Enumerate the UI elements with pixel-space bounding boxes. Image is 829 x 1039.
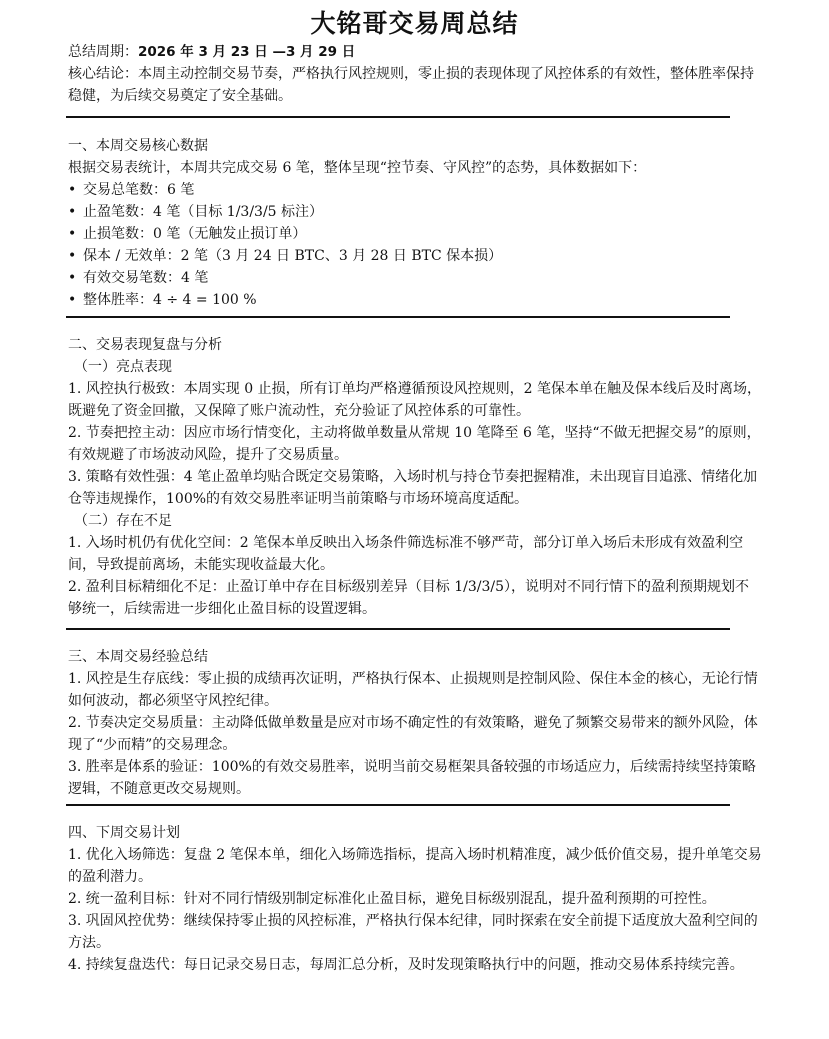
section-next-week-plan — [68, 822, 763, 976]
page-title: 大铭哥交易周总结 — [310, 9, 519, 38]
shortcoming-item: 1. 入场时机仍有优化空间：2 笔保本单反映出入场条件筛选标准不够严苛，部分订单入场后未形成有效盈利空间，导致提前离场，未能实现收益最大化。 — [68, 535, 744, 573]
core-conclusion: 核心结论：本周主动控制交易节奏，严格执行风控规则，零止损的表现体现了风控体系的有效性，整体胜率保持稳健，为后续交易奠定了安全基础。 — [68, 66, 754, 104]
section-divider — [66, 628, 730, 630]
period-value: 2026 年 3 月 23 日 —3 月 29 日 — [138, 44, 356, 60]
list-item: • 有效交易笔数：4 笔 — [68, 267, 763, 289]
section-lessons — [68, 646, 763, 800]
bullet-icon: • — [68, 182, 77, 198]
list-item: • 保本 / 无效单：2 笔（3 月 24 日 BTC、3 月 28 日 BTC 保本损） — [68, 245, 763, 267]
section-title: 三、本周交易经验总结 — [68, 649, 208, 665]
lesson-item: 3. 胜率是体系的验证：100%的有效交易胜率，说明当前交易框架具备较强的市场适应力，后续需持续坚持策略逻辑，不随意更改交易规则。 — [68, 759, 756, 797]
list-item: • 整体胜率：4 ÷ 4 = 100 % — [68, 289, 763, 311]
section-title: 二、交易表现复盘与分析 — [68, 337, 222, 353]
period-label: 总结周期： — [68, 44, 138, 60]
section-intro: 根据交易表统计，本周共完成交易 6 笔，整体呈现“控节奏、守风控”的态势，具体数据如下： — [68, 160, 647, 176]
subsection-title: （二）存在不足 — [74, 513, 172, 529]
summary-period — [68, 41, 763, 63]
bullet-icon: • — [68, 270, 77, 286]
section-review — [68, 334, 763, 620]
plan-item: 3. 巩固风控优势：继续保持零止损的风控标准，严格执行保本纪律，同时探索在安全前提下适度放大盈利空间的方法。 — [68, 913, 758, 951]
data-bullet-list — [68, 179, 763, 311]
highlight-item: 2. 节奏把控主动：因应市场行情变化，主动将做单数量从常规 10 笔降至 6 笔，坚持“不做无把握交易”的原则，有效规避了市场波动风险，提升了交易质量。 — [68, 425, 761, 463]
highlight-item: 3. 策略有效性强：4 笔止盈单均贴合既定交易策略，入场时机与持仓节奏把握精准，未出现盲目追涨、情绪化加仓等违规操作，100%的有效交易胜率证明当前策略与市场环境高度适配。 — [68, 469, 758, 507]
plan-item: 1. 优化入场筛选：复盘 2 笔保本单，细化入场筛选指标，提高入场时机精准度，减少低价值交易，提升单笔交易的盈利潜力。 — [68, 847, 762, 885]
summary-header — [68, 41, 763, 107]
plan-item: 2. 统一盈利目标：针对不同行情级别制定标准化止盈目标，避免目标级别混乱，提升盈利预期的可控性。 — [68, 891, 716, 907]
lesson-item: 2. 节奏决定交易质量：主动降低做单数量是应对市场不确定性的有效策略，避免了频繁交易带来的额外风险，体现了“少而精”的交易理念。 — [68, 715, 758, 753]
lesson-item: 1. 风控是生存底线：零止损的成绩再次证明，严格执行保本、止损规则是控制风险、保住本金的核心，无论行情如何波动，都必须坚守风控纪律。 — [68, 671, 758, 709]
bullet-icon: • — [68, 204, 77, 220]
section-title: 一、本周交易核心数据 — [68, 138, 208, 154]
section-divider — [66, 804, 730, 806]
section-core-data — [68, 135, 763, 311]
subsection-title: （一）亮点表现 — [74, 359, 172, 375]
section-divider — [66, 116, 730, 118]
bullet-icon: • — [68, 226, 77, 242]
list-item: • 交易总笔数：6 笔 — [68, 179, 763, 201]
bullet-icon: • — [68, 248, 77, 264]
plan-item: 4. 持续复盘迭代：每日记录交易日志，每周汇总分析，及时发现策略执行中的问题，推动交易体系持续完善。 — [68, 957, 744, 973]
list-item: • 止盈笔数：4 笔（目标 1/3/3/5 标注） — [68, 201, 763, 223]
shortcoming-item: 2. 盈利目标精细化不足：止盈订单中存在目标级别差异（目标 1/3/3/5），说明对不同行情下的盈利预期规划不够统一，后续需进一步细化止盈目标的设置逻辑。 — [68, 579, 750, 617]
list-item: • 止损笔数：0 笔（无触发止损订单） — [68, 223, 763, 245]
section-divider — [66, 316, 730, 318]
bullet-icon: • — [68, 292, 77, 308]
section-title: 四、下周交易计划 — [68, 825, 180, 841]
highlight-item: 1. 风控执行极致：本周实现 0 止损，所有订单均严格遵循预设风控规则，2 笔保本单在触及保本线后及时离场，既避免了资金回撤，又保障了账户流动性，充分验证了风控体系的可靠性。 — [68, 381, 761, 419]
